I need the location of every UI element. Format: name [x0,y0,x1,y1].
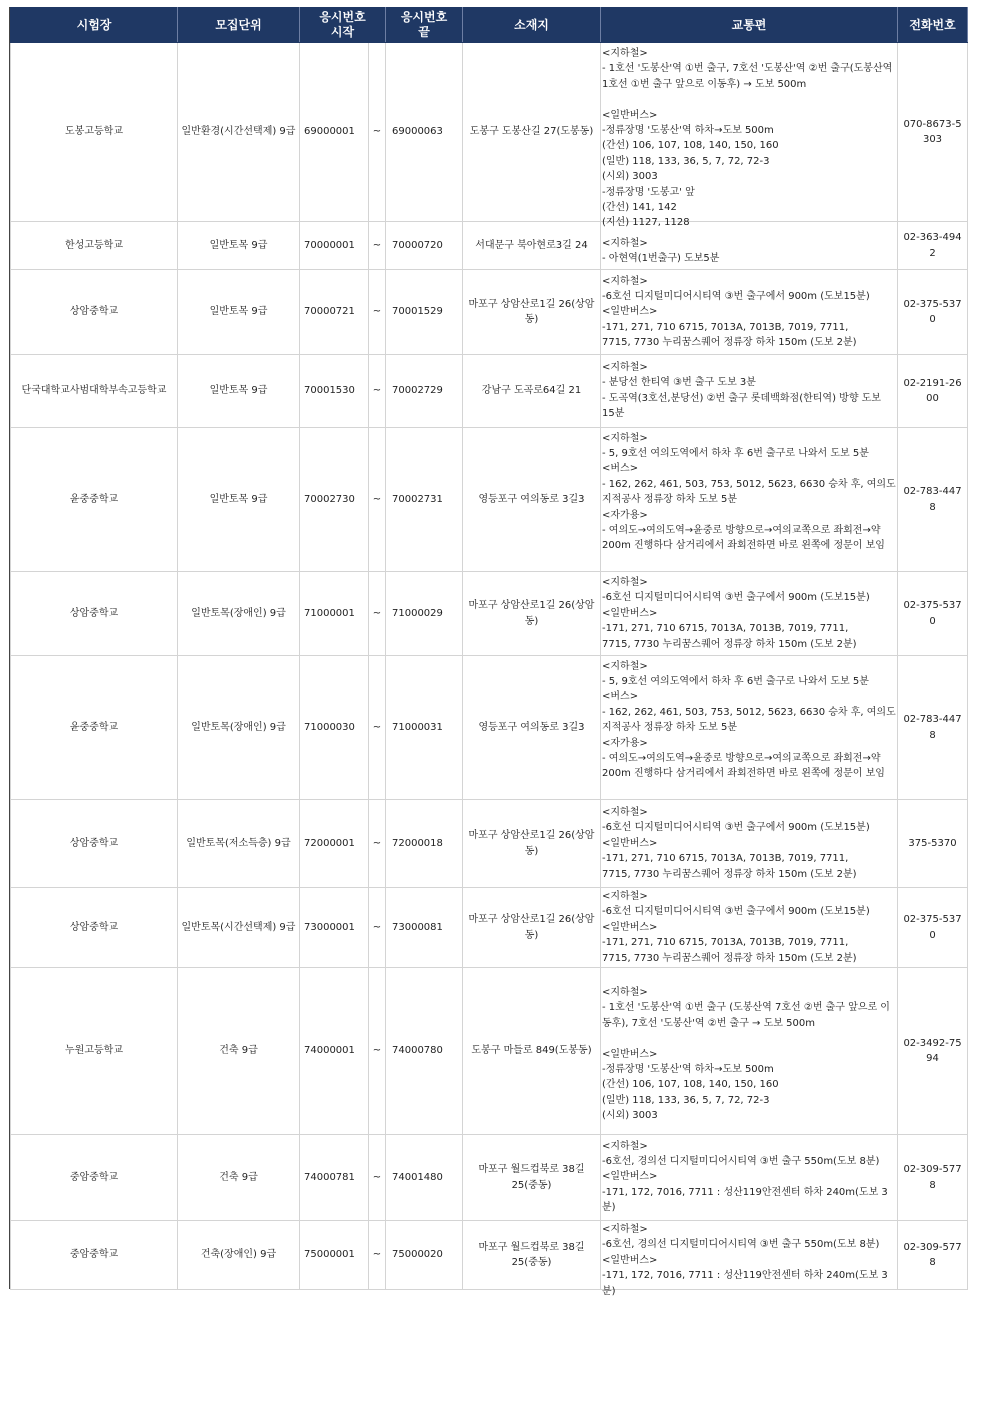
cell-address: 마포구 상암산로1길 26(상암동) [463,888,601,968]
cell-range-tilde: ~ [369,572,386,656]
cell-range-tilde: ~ [369,43,386,222]
transport-text: <지하철> - 5, 9호선 여의도역에서 하차 후 6번 출구로 나와서 도보 5분 <버스> - 162, 262, 461, 503, 753, 5012, 5623, 6630 승차 후, 여의도 지적공사 정류장 하차 도보 5분 <자가용> - 여의도→여의도역→윤중로 방향으로→여의교쪽으로 좌회전→약 200m 진행하다 삼거리에서 좌회전하면 바로 왼쪽에 정문이 보임 [602,432,896,552]
cell-unit: 일반토목(저소득층) 9급 [178,800,300,888]
table-row [11,43,968,222]
cell-transport [601,656,898,800]
cell-range-tilde: ~ [369,800,386,888]
table-row [11,800,968,888]
cell-unit: 일반환경(시간선택제) 9급 [178,43,300,222]
cell-range-tilde: ~ [369,968,386,1135]
cell-phone: 375-5370 [898,800,968,888]
table-row [11,428,968,572]
cell-end-number: 72000018 [386,800,463,888]
cell-address: 서대문구 북아현로3길 24 [463,222,601,270]
cell-school: 단국대학교사범대학부속고등학교 [11,355,178,428]
cell-end-number: 74001480 [386,1135,463,1221]
header-start [300,8,386,43]
table-row [11,270,968,355]
table-row [11,1135,968,1221]
cell-address: 영등포구 여의동로 3길3 [463,428,601,572]
transport-text: <지하철> -6호선 디지털미디어시티역 ③번 출구에서 900m (도보15분) <일반버스> -171, 271, 710 6715, 7013A, 7013B, 7019, 7711, 7715, 7730 누리꿈스퀘어 정류장 하차 150m (도보 2분) [602,807,870,880]
cell-start-number: 73000001 [300,888,369,968]
cell-school: 상암중학교 [11,270,178,355]
cell-transport [601,1221,898,1297]
cell-phone: 02-363-4942 [898,222,968,270]
exam-venue-sheet [9,7,968,1297]
cell-transport [601,888,898,968]
cell-unit: 건축 9급 [178,968,300,1135]
cell-address: 마포구 상암산로1길 26(상암동) [463,270,601,355]
transport-text: <지하철> -6호선 디지털미디어시티역 ③번 출구에서 900m (도보15분) <일반버스> -171, 271, 710 6715, 7013A, 7013B, 7019, 7711, 7715, 7730 누리꿈스퀘어 정류장 하차 150m (도보 2분) [602,577,870,650]
header-unit: 모집단위 [178,8,300,43]
transport-text: <지하철> -6호선, 경의선 디지털미디어시티역 ③번 출구 550m(도보 8분) <일반버스> -171, 172, 7016, 7711 : 성산119안전센터 하차 240m(도보 3분) [602,1224,888,1297]
cell-address: 마포구 상암산로1길 26(상암동) [463,572,601,656]
cell-unit: 일반토목 9급 [178,270,300,355]
cell-end-number: 70002729 [386,355,463,428]
cell-address: 강남구 도곡로64길 21 [463,355,601,428]
cell-end-number: 71000031 [386,656,463,800]
cell-school: 중암중학교 [11,1221,178,1290]
header-school: 시험장 [11,8,178,43]
cell-start-number: 70000001 [300,222,369,270]
cell-unit: 건축 9급 [178,1135,300,1221]
cell-range-tilde: ~ [369,656,386,800]
cell-unit: 일반토목(시간선택제) 9급 [178,888,300,968]
cell-start-number: 69000001 [300,43,369,222]
cell-phone: 02-309-5778 [898,1135,968,1221]
cell-phone: 02-309-5778 [898,1221,968,1290]
cell-range-tilde: ~ [369,1135,386,1221]
header-end-line2: 끝 [418,25,430,39]
transport-text: <지하철> -6호선 디지털미디어시티역 ③번 출구에서 900m (도보15분) <일반버스> -171, 271, 710 6715, 7013A, 7013B, 7019, 7711, 7715, 7730 누리꿈스퀘어 정류장 하차 150m (도보 2분) [602,275,870,349]
cell-school: 상암중학교 [11,800,178,888]
exam-venue-table [10,7,968,1297]
cell-start-number: 71000001 [300,572,369,656]
cell-phone: 02-375-5370 [898,572,968,656]
table-row [11,968,968,1135]
header-end [386,8,463,43]
cell-transport [601,800,898,888]
cell-phone: 02-783-4478 [898,428,968,572]
cell-school: 윤중중학교 [11,428,178,572]
header-start-line1: 응시번호 [319,10,366,24]
cell-end-number: 75000020 [386,1221,463,1290]
cell-unit: 일반토목 9급 [178,355,300,428]
header-start-line2: 시작 [330,25,355,39]
cell-school: 중암중학교 [11,1135,178,1221]
transport-text: <지하철> - 5, 9호선 여의도역에서 하차 후 6번 출구로 나와서 도보 5분 <버스> - 162, 262, 461, 503, 753, 5012, 5623, 6630 승차 후, 여의도 지적공사 정류장 하차 도보 5분 <자가용> - 여의도→여의도역→윤중로 방향으로→여의교쪽으로 좌회전→약 200m 진행하다 삼거리에서 좌회전하면 바로 왼쪽에 정문이 보임 [602,660,896,780]
cell-range-tilde: ~ [369,270,386,355]
cell-end-number: 73000081 [386,888,463,968]
header-transport: 교통편 [601,8,898,43]
cell-address: 마포구 월드컵북로 38길 25(중동) [463,1221,601,1290]
cell-school: 누원고등학교 [11,968,178,1135]
cell-address: 마포구 상암산로1길 26(상암동) [463,800,601,888]
cell-start-number: 70001530 [300,355,369,428]
cell-transport [601,270,898,355]
cell-unit: 일반토목(장애인) 9급 [178,572,300,656]
cell-transport [601,1135,898,1221]
cell-unit: 일반토목 9급 [178,222,300,270]
header-end-line1: 응시번호 [400,10,448,24]
cell-address: 도봉구 마들로 849(도봉동) [463,968,601,1135]
cell-school: 윤중중학교 [11,656,178,800]
table-row [11,572,968,656]
header-address: 소재지 [463,8,601,43]
cell-start-number: 74000001 [300,968,369,1135]
cell-start-number: 75000001 [300,1221,369,1290]
cell-end-number: 69000063 [386,43,463,222]
cell-unit: 일반토목 9급 [178,428,300,572]
cell-phone: 02-3492-7594 [898,968,968,1135]
cell-address: 영등포구 여의동로 3길3 [463,656,601,800]
cell-start-number: 71000030 [300,656,369,800]
transport-text: <지하철> -6호선 디지털미디어시티역 ③번 출구에서 900m (도보15분) <일반버스> -171, 271, 710 6715, 7013A, 7013B, 7019, 7711, 7715, 7730 누리꿈스퀘어 정류장 하차 150m (도보 2분) [602,891,870,964]
transport-text: <지하철> - 아현역(1번출구) 도보5분 [602,237,720,264]
cell-start-number: 74000781 [300,1135,369,1221]
cell-phone: 02-783-4478 [898,656,968,800]
cell-start-number: 70000721 [300,270,369,355]
cell-phone: 070-8673-5303 [898,43,968,222]
cell-unit: 일반토목(장애인) 9급 [178,656,300,800]
cell-address: 마포구 월드컵북로 38길 25(중동) [463,1135,601,1221]
cell-transport [601,355,898,428]
cell-school: 상암중학교 [11,572,178,656]
cell-transport [601,428,898,572]
cell-range-tilde: ~ [369,1221,386,1290]
cell-end-number: 70002731 [386,428,463,572]
transport-text: <지하철> - 1호선 '도봉산'역 ①번 출구 (도봉산역 7호선 ②번 출구 앞으로 이동후), 7호선 '도봉산'역 ②번 출구 → 도보 500m <일반버스> -정류장명 '도봉산'역 하차→도보 500m (간선) 106, 107, 108, 140, 150, 160 (일반) 118, 133, 36, 5, 7, 72, 72-3 (시외) 3003 [602,987,890,1122]
table-row [11,1221,968,1290]
header-row [11,8,968,43]
cell-school: 도봉고등학교 [11,43,178,222]
cell-phone: 02-375-5370 [898,888,968,968]
table-row [11,355,968,428]
transport-text: <지하철> -6호선, 경의선 디지털미디어시티역 ③번 출구 550m(도보 8분) <일반버스> -171, 172, 7016, 7711 : 성산119안전센터 하차 240m(도보 3분) [602,1140,888,1214]
transport-text: <지하철> - 1호선 '도봉산'역 ①번 출구, 7호선 '도봉산'역 ②번 출구(도봉산역 1호선 ①번 출구 앞으로 이동후) → 도보 500m <일반버스> -정류장명 '도봉산'역 하차→도보 500m (간선) 106, 107, 108, 140, 150, 160 (일반) 118, 133, 36, 5, 7, 72, 72-3 (시외) 3003 -정류장명 '도봉고' 앞 (간선) 141, 142 (지선) 1127, 1128 [602,48,893,229]
cell-start-number: 70002730 [300,428,369,572]
cell-school: 상암중학교 [11,888,178,968]
table-row [11,656,968,800]
cell-transport [601,572,898,656]
cell-school: 한성고등학교 [11,222,178,270]
cell-phone: 02-375-5370 [898,270,968,355]
cell-range-tilde: ~ [369,222,386,270]
cell-range-tilde: ~ [369,428,386,572]
cell-start-number: 72000001 [300,800,369,888]
cell-phone: 02-2191-2600 [898,355,968,428]
cell-end-number: 70000720 [386,222,463,270]
transport-text: <지하철> - 분당선 한티역 ③번 출구 도보 3분 - 도곡역(3호선,분당선) ②번 출구 롯데백화점(한티역) 방향 도보 15분 [602,362,881,420]
cell-end-number: 74000780 [386,968,463,1135]
cell-address: 도봉구 도봉산길 27(도봉동) [463,43,601,222]
cell-transport [601,968,898,1135]
table-row [11,888,968,968]
cell-end-number: 70001529 [386,270,463,355]
cell-unit: 건축(장애인) 9급 [178,1221,300,1290]
table-row [11,222,968,270]
cell-transport [601,43,898,229]
cell-end-number: 71000029 [386,572,463,656]
cell-range-tilde: ~ [369,355,386,428]
header-phone: 전화번호 [898,8,968,43]
cell-range-tilde: ~ [369,888,386,968]
